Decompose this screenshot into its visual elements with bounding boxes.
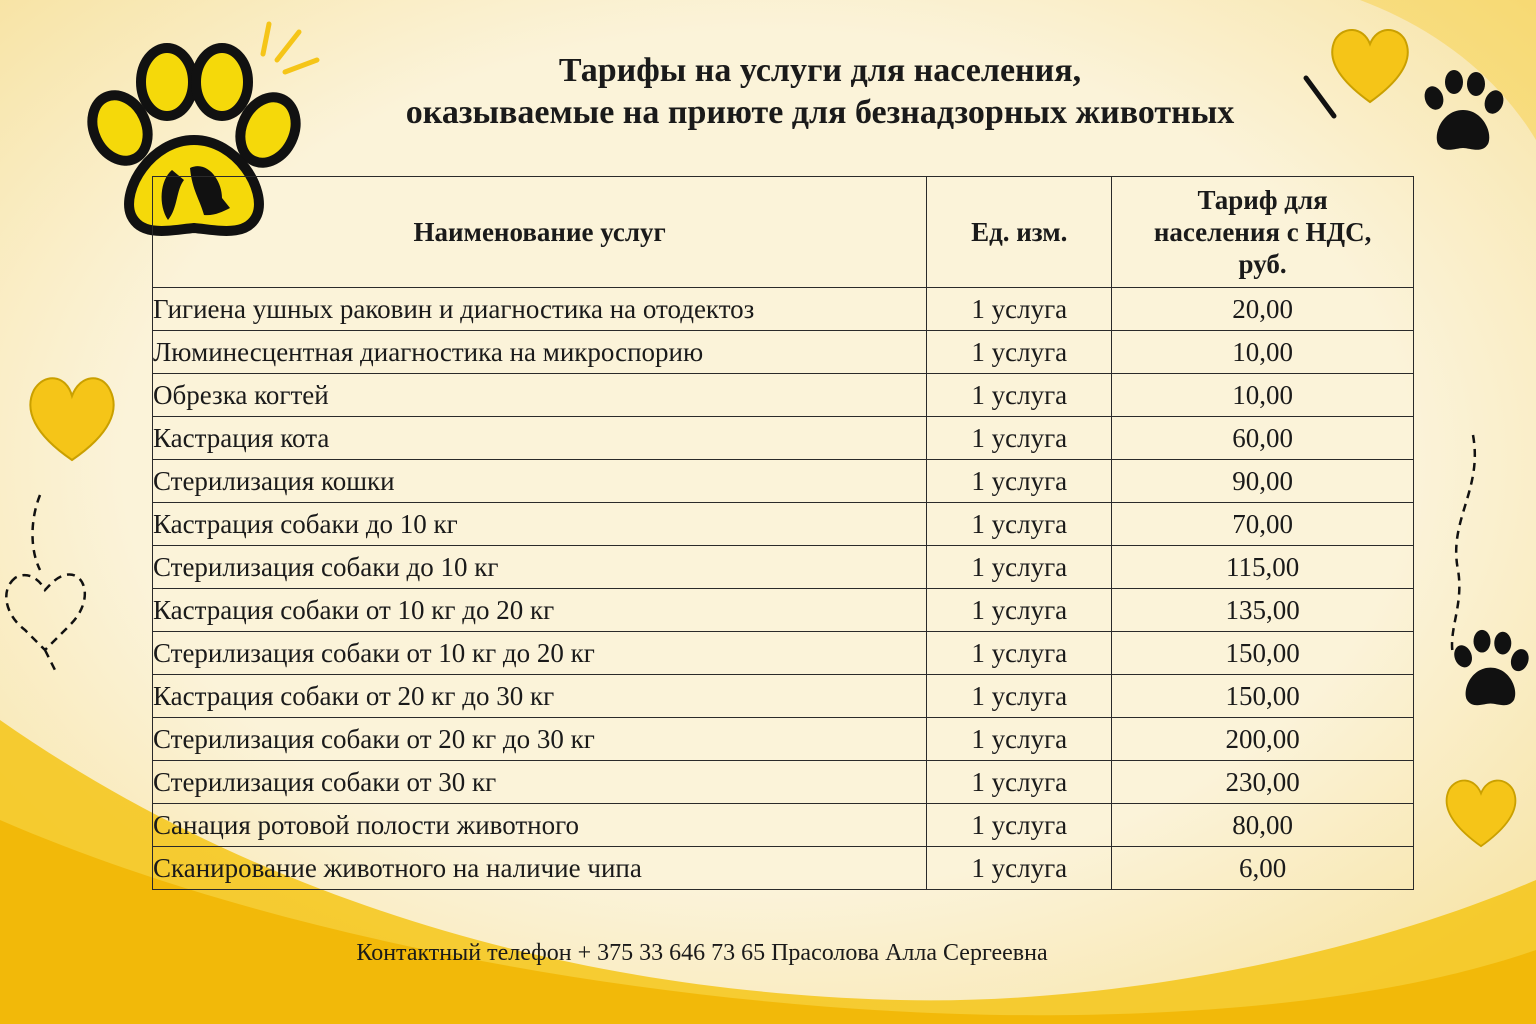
service-price: 6,00 bbox=[1112, 847, 1414, 890]
header-unit: Ед. изм. bbox=[927, 177, 1112, 288]
tariff-table bbox=[152, 176, 1414, 890]
service-name: Кастрация собаки от 20 кг до 30 кг bbox=[153, 675, 927, 718]
title-line-2: оказываемые на приюте для безнадзорных животных bbox=[405, 94, 1235, 131]
service-price: 150,00 bbox=[1112, 632, 1414, 675]
service-price: 20,00 bbox=[1112, 288, 1414, 331]
service-unit: 1 услуга bbox=[927, 503, 1112, 546]
table-row bbox=[153, 374, 1414, 417]
heart-icon bbox=[1440, 772, 1522, 852]
service-name: Стерилизация собаки от 10 кг до 20 кг bbox=[153, 632, 927, 675]
header-price bbox=[1112, 177, 1414, 288]
service-name: Люминесцентная диагностика на микроспорию bbox=[153, 331, 927, 374]
header-service-name: Наименование услуг bbox=[153, 177, 927, 288]
service-price: 150,00 bbox=[1112, 675, 1414, 718]
service-price: 230,00 bbox=[1112, 761, 1414, 804]
service-unit: 1 услуга bbox=[927, 288, 1112, 331]
service-name: Гигиена ушных раковин и диагностика на отодектоз bbox=[153, 288, 927, 331]
service-name: Кастрация собаки до 10 кг bbox=[153, 503, 927, 546]
service-price: 115,00 bbox=[1112, 546, 1414, 589]
service-unit: 1 услуга bbox=[927, 374, 1112, 417]
table-row bbox=[153, 460, 1414, 503]
service-unit: 1 услуга bbox=[927, 331, 1112, 374]
header-price-line-2: населения с НДС, bbox=[1153, 217, 1372, 247]
service-unit: 1 услуга bbox=[927, 804, 1112, 847]
table-row bbox=[153, 503, 1414, 546]
table-row bbox=[153, 417, 1414, 460]
title-line-1: Тарифы на услуги для населения, bbox=[558, 52, 1082, 89]
paw-print-icon bbox=[1448, 628, 1533, 713]
table-row bbox=[153, 632, 1414, 675]
table-row bbox=[153, 675, 1414, 718]
paw-print-icon bbox=[1418, 68, 1508, 158]
service-price: 10,00 bbox=[1112, 374, 1414, 417]
table-row bbox=[153, 589, 1414, 632]
table-row bbox=[153, 546, 1414, 589]
service-name: Кастрация собаки от 10 кг до 20 кг bbox=[153, 589, 927, 632]
service-unit: 1 услуга bbox=[927, 761, 1112, 804]
table-row bbox=[153, 718, 1414, 761]
table-header-row bbox=[153, 177, 1414, 288]
service-unit: 1 услуга bbox=[927, 675, 1112, 718]
header-price-line-3: руб. bbox=[1238, 249, 1287, 279]
service-name: Стерилизация кошки bbox=[153, 460, 927, 503]
page-title bbox=[300, 50, 1340, 134]
service-price: 90,00 bbox=[1112, 460, 1414, 503]
contact-info: Контактный телефон + 375 33 646 73 65 Прасолова Алла Сергеевна bbox=[356, 940, 1048, 966]
service-name: Обрезка когтей bbox=[153, 374, 927, 417]
service-price: 80,00 bbox=[1112, 804, 1414, 847]
service-name: Стерилизация собаки до 10 кг bbox=[153, 546, 927, 589]
service-unit: 1 услуга bbox=[927, 632, 1112, 675]
table-row bbox=[153, 804, 1414, 847]
dashed-trail-icon bbox=[1428, 430, 1488, 660]
header-price-line-1: Тариф для bbox=[1197, 185, 1328, 215]
service-price: 60,00 bbox=[1112, 417, 1414, 460]
service-unit: 1 услуга bbox=[927, 546, 1112, 589]
service-unit: 1 услуга bbox=[927, 417, 1112, 460]
service-unit: 1 услуга bbox=[927, 847, 1112, 890]
service-name: Санация ротовой полости животного bbox=[153, 804, 927, 847]
dashed-heart-icon bbox=[0, 490, 110, 680]
table-row bbox=[153, 761, 1414, 804]
service-price: 70,00 bbox=[1112, 503, 1414, 546]
service-unit: 1 услуга bbox=[927, 589, 1112, 632]
service-price: 200,00 bbox=[1112, 718, 1414, 761]
service-price: 10,00 bbox=[1112, 331, 1414, 374]
table-row bbox=[153, 331, 1414, 374]
table-row bbox=[153, 288, 1414, 331]
service-name: Стерилизация собаки от 20 кг до 30 кг bbox=[153, 718, 927, 761]
service-price: 135,00 bbox=[1112, 589, 1414, 632]
service-unit: 1 услуга bbox=[927, 460, 1112, 503]
service-name: Стерилизация собаки от 30 кг bbox=[153, 761, 927, 804]
service-name: Сканирование животного на наличие чипа bbox=[153, 847, 927, 890]
heart-icon bbox=[22, 368, 122, 468]
table-row bbox=[153, 847, 1414, 890]
service-unit: 1 услуга bbox=[927, 718, 1112, 761]
service-name: Кастрация кота bbox=[153, 417, 927, 460]
